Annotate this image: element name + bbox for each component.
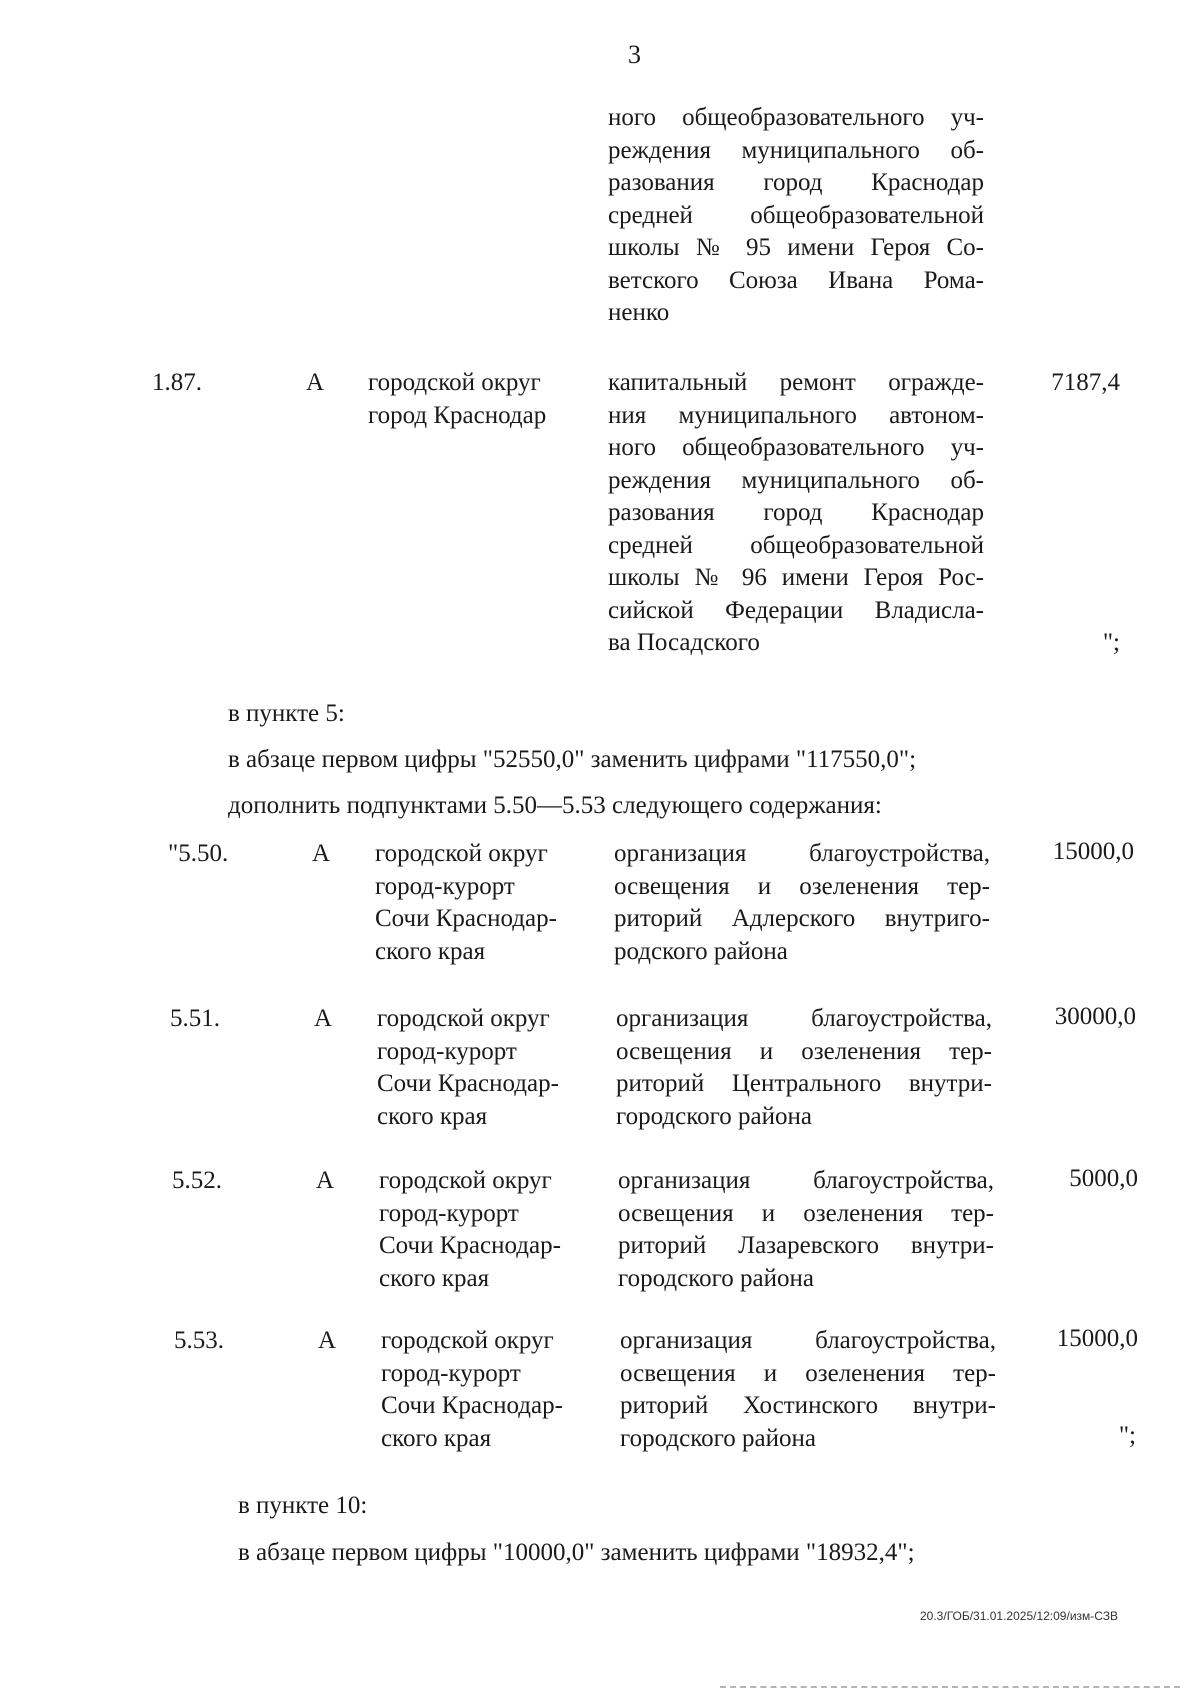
text-line: средней общеобразовательной bbox=[608, 201, 984, 229]
purpose-line: освещения и озеленения тер- bbox=[616, 1037, 992, 1065]
purpose-line: освещения и озеленения тер- bbox=[618, 1199, 994, 1227]
item-letter: А bbox=[312, 840, 331, 867]
purpose-line: организация благоустройства, bbox=[620, 1327, 996, 1354]
purpose-line: школы № 96 имени Героя Рос- bbox=[608, 564, 984, 591]
item-letter: А bbox=[306, 369, 325, 396]
region-line: город-курорт bbox=[375, 872, 515, 900]
region-line: ского края bbox=[375, 937, 486, 965]
purpose-line: сийской Федерации Владисла- bbox=[608, 596, 984, 624]
text-line: ветского Союза Ивана Рома- bbox=[608, 266, 984, 294]
text-line: разования город Краснодар bbox=[608, 169, 984, 196]
item-amount: 15000,0 bbox=[1052, 838, 1134, 865]
region-line: Сочи Краснодар- bbox=[377, 1070, 559, 1097]
purpose-line: освещения и озеленения тер- bbox=[620, 1359, 996, 1387]
continuation-text bbox=[608, 102, 984, 330]
item-number: "5.50. bbox=[168, 840, 229, 867]
region-line: городской округ bbox=[377, 1005, 550, 1032]
text-line: реждения муниципального об- bbox=[608, 136, 984, 164]
item-number: 5.52. bbox=[172, 1167, 222, 1194]
region-line: городской округ bbox=[379, 1167, 552, 1194]
item-region bbox=[377, 1003, 597, 1133]
purpose-line: риторий Центрального внутри- bbox=[616, 1070, 992, 1097]
purpose-line: организация благоустройства, bbox=[616, 1005, 992, 1032]
item-letter: А bbox=[318, 1327, 337, 1354]
item-purpose bbox=[620, 1325, 996, 1455]
page-number: 3 bbox=[628, 40, 641, 69]
region-line: Сочи Краснодар- bbox=[381, 1392, 563, 1419]
purpose-line: городского района bbox=[616, 1102, 812, 1130]
purpose-line: риторий Адлерского внутриго- bbox=[614, 905, 990, 932]
closing-quote: "; bbox=[1102, 629, 1120, 656]
region-line: город-курорт bbox=[379, 1199, 519, 1227]
item-purpose bbox=[618, 1165, 994, 1295]
paragraph-point-10: в пункте 10: bbox=[238, 1492, 368, 1519]
item-letter: А bbox=[316, 1167, 335, 1194]
region-line: городской округ bbox=[375, 840, 548, 867]
region-line: Сочи Краснодар- bbox=[375, 905, 557, 932]
purpose-line: освещения и озеленения тер- bbox=[614, 872, 990, 900]
purpose-line: городского района bbox=[618, 1264, 814, 1292]
item-amount: 15000,0 bbox=[1056, 1325, 1138, 1352]
item-purpose bbox=[608, 367, 984, 660]
item-amount: 5000,0 bbox=[1069, 1165, 1138, 1192]
item-number: 5.51. bbox=[170, 1005, 220, 1032]
text-line: школы № 95 имени Героя Со- bbox=[608, 234, 984, 261]
purpose-line: средней общеобразовательной bbox=[608, 531, 984, 559]
region-line: городской округ bbox=[368, 369, 541, 396]
purpose-line: городского района bbox=[620, 1424, 816, 1452]
item-region bbox=[375, 838, 595, 968]
purpose-line: ния муниципального автоном- bbox=[608, 401, 984, 429]
region-line: город-курорт bbox=[381, 1359, 521, 1387]
purpose-line: организация благоустройства, bbox=[614, 840, 990, 867]
purpose-line: реждения муниципального об- bbox=[608, 466, 984, 494]
purpose-line: организация благоустройства, bbox=[618, 1167, 994, 1194]
item-purpose bbox=[614, 838, 990, 968]
paragraph-point-5: в пункте 5: bbox=[228, 700, 345, 727]
purpose-line: разования город Краснодар bbox=[608, 499, 984, 526]
paragraph-point-5-add: дополнить подпунктами 5.50—5.53 следующего содержания: bbox=[228, 792, 882, 819]
item-amount: 30000,0 bbox=[1054, 1003, 1136, 1030]
item-purpose bbox=[616, 1003, 992, 1133]
text-line: ненко bbox=[608, 299, 670, 326]
scan-artifact-line bbox=[720, 1686, 1180, 1688]
purpose-line: риторий Лазаревского внутри- bbox=[618, 1232, 994, 1259]
document-code: 20.3/ГОБ/31.01.2025/12:09/изм-СЗВ bbox=[920, 1609, 1119, 1623]
item-number: 1.87. bbox=[152, 369, 202, 396]
item-letter: А bbox=[314, 1005, 333, 1032]
item-region bbox=[368, 367, 588, 432]
region-line: Сочи Краснодар- bbox=[379, 1232, 561, 1259]
paragraph-point-10-first: в абзаце первом цифры "10000,0" заменить цифрами "18932,4"; bbox=[238, 1539, 915, 1566]
paragraph-point-5-first: в абзаце первом цифры "52550,0" заменить цифрами "117550,0"; bbox=[228, 746, 917, 773]
region-line: ского края bbox=[381, 1424, 492, 1452]
region-line: город Краснодар bbox=[368, 401, 547, 429]
region-line: ского края bbox=[379, 1264, 490, 1292]
item-amount: 7187,4 bbox=[1051, 369, 1120, 396]
purpose-line: капитальный ремонт огражде- bbox=[608, 369, 984, 396]
item-number: 5.53. bbox=[174, 1327, 224, 1354]
region-line: городской округ bbox=[381, 1327, 554, 1354]
item-region bbox=[381, 1325, 601, 1455]
purpose-line: ного общеобразовательного уч- bbox=[608, 434, 984, 461]
purpose-line: родского района bbox=[614, 937, 788, 965]
region-line: ского края bbox=[377, 1102, 488, 1130]
text-line: ного общеобразовательного уч- bbox=[608, 104, 984, 131]
item-region bbox=[379, 1165, 599, 1295]
closing-quote: "; bbox=[1118, 1422, 1136, 1449]
purpose-line: ва Посадского bbox=[608, 629, 760, 656]
purpose-line: риторий Хостинского внутри- bbox=[620, 1392, 996, 1419]
region-line: город-курорт bbox=[377, 1037, 517, 1065]
